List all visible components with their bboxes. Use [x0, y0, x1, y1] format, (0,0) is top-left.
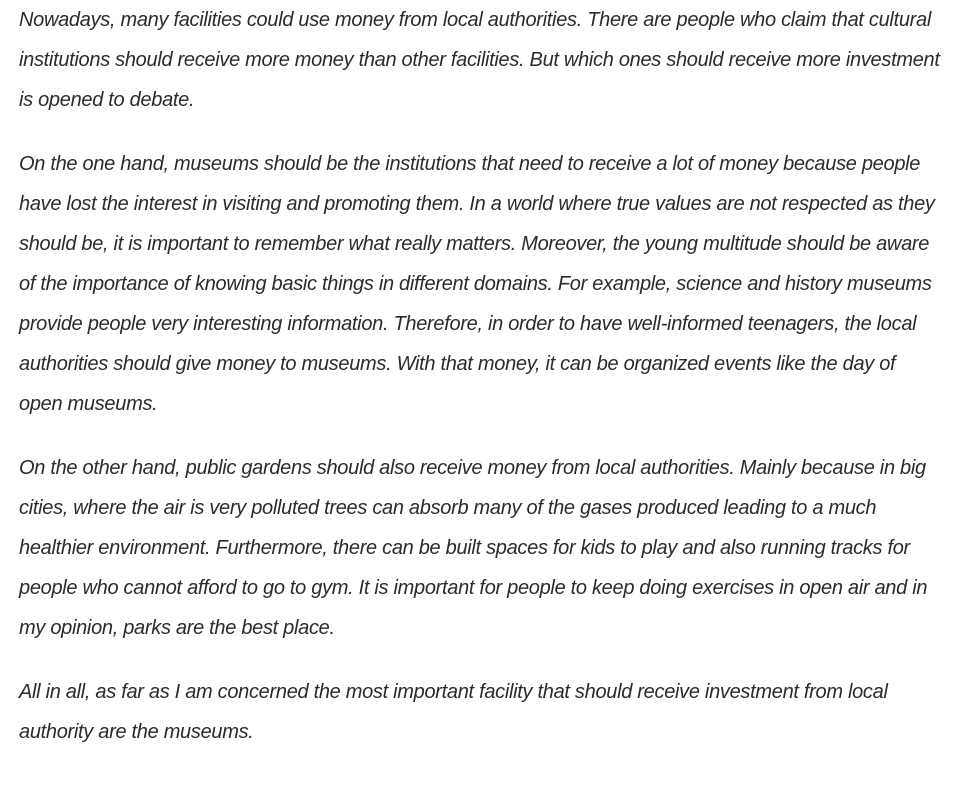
paragraph-conclusion: All in all, as far as I am concerned the most important facility that should receive investment from local authority are the museums.: [19, 681, 888, 743]
paragraph-museums: On the one hand, museums should be the institutions that need to receive a lot of money because people have lost the interest in visiting and promoting them. In a world where true values are not respected as they should be, it is important to remember what really matters. Moreover, the young multitude should be aware of the importance of knowing basic things in different domains. For example, science and history museums provide people very interesting information. Therefore, in order to have well-informed teenagers, the local authorities should give money to museums. With that money, it can be organized events like the day of open museums.: [19, 153, 935, 415]
paragraph-introduction: Nowadays, many facilities could use money from local authorities. There are people who claim that cultural institutions should receive more money than other facilities. But which ones should receive more investment is opened to debate.: [19, 9, 940, 111]
paragraph-public-gardens: On the other hand, public gardens should also receive money from local authorities. Mainly because in big cities, where the air is very polluted trees can absorb many of the gases produced leading to a much healthier environment. Furthermore, there can be built spaces for kids to play and also running tracks for people who cannot afford to go to gym. It is important for people to keep doing exercises in open air and in my opinion, parks are the best place.: [19, 457, 928, 639]
